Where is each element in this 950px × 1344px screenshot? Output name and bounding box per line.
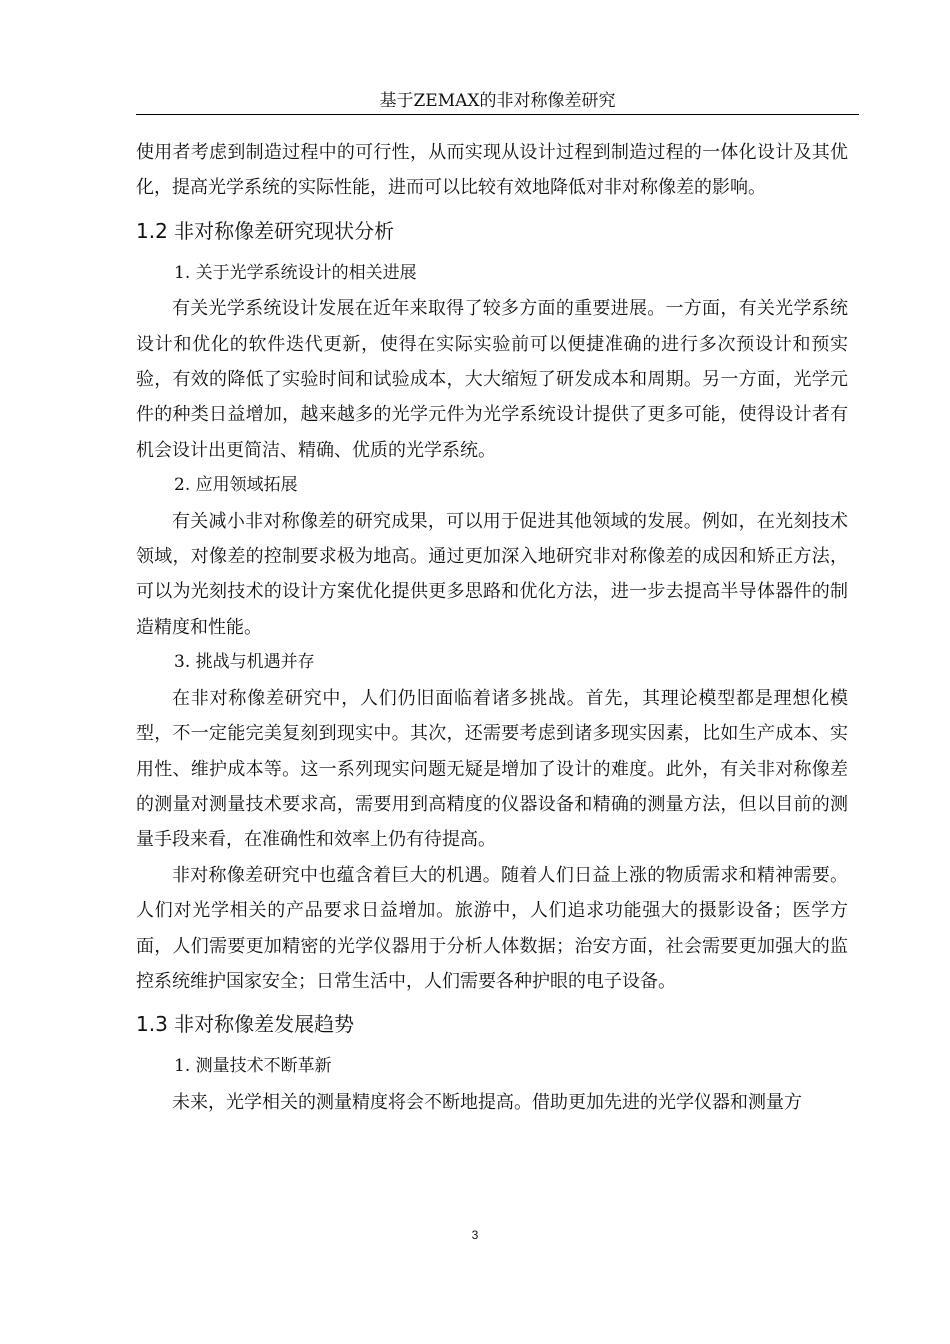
subsection-title: 1. 关于光学系统设计的相关进展 bbox=[174, 262, 417, 283]
body-paragraph: 未来，光学相关的测量精度将会不断地提高。借助更加先进的光学仪器和测量方 bbox=[172, 1091, 802, 1113]
page-number: 3 bbox=[471, 1228, 479, 1242]
subsection-title: 1. 测量技术不断革新 bbox=[174, 1056, 332, 1077]
subsection-title: 3. 挑战与机遇并存 bbox=[174, 652, 315, 673]
body-paragraph: 有关减小非对称像差的研究成果，可以用于促进其他领域的发展。例如，在光刻技术领域，对像差的控制要求极为地高。通过更加深入地研究非对称像差的成因和矫正方法，可以为光刻技术的设计方案优化提供更多思路和优化方法，进一步去提高半导体器件的制造精度和性能。 bbox=[136, 510, 848, 638]
header-rule bbox=[136, 114, 859, 115]
page-content bbox=[136, 135, 848, 1120]
section-heading-1-2: 1.2 非对称像差研究现状分析 bbox=[136, 218, 395, 243]
running-header: 基于ZEMAX的非对称像差研究 bbox=[379, 91, 616, 111]
intro-paragraph: 使用者考虑到制造过程中的可行性，从而实现从设计过程到制造过程的一体化设计及其优化，提高光学系统的实际性能，进而可以比较有效地降低对非对称像差的影响。 bbox=[136, 142, 848, 199]
body-paragraph: 有关光学系统设计发展在近年来取得了较多方面的重要进展。一方面，有关光学系统设计和优化的软件迭代更新，使得在实际实验前可以便捷准确的进行多次预设计和预实验，有效的降低了实验时间和试验成本，大大缩短了研发成本和周期。另一方面，光学元件的种类日益增加，越来越多的光学元件为光学系统设计提供了更多可能，使得设计者有机会设计出更简洁、精确、优质的光学系统。 bbox=[136, 298, 848, 461]
body-paragraph: 非对称像差研究中也蕴含着巨大的机遇。随着人们日益上涨的物质需求和精神需要。人们对光学相关的产品要求日益增加。旅游中，人们追求功能强大的摄影设备；医学方面，人们需要更加精密的光学仪器用于分析人体数据；治安方面，社会需要更加强大的监控系统维护国家安全；日常生活中，人们需要各种护眼的电子设备。 bbox=[136, 864, 848, 992]
section-heading-1-3: 1.3 非对称像差发展趋势 bbox=[136, 1012, 355, 1037]
body-paragraph: 在非对称像差研究中，人们仍旧面临着诸多挑战。首先，其理论模型都是理想化模型，不一定能完美复刻到现实中。其次，还需要考虑到诸多现实因素，比如生产成本、实用性、维护成本等。这一系列现实问题无疑是增加了设计的难度。此外，有关非对称像差的测量对测量技术要求高，需要用到高精度的仪器设备和精确的测量方法，但以目前的测量手段来看，在准确性和效率上仍有待提高。 bbox=[136, 687, 848, 851]
subsection-title: 2. 应用领域拓展 bbox=[174, 475, 298, 496]
